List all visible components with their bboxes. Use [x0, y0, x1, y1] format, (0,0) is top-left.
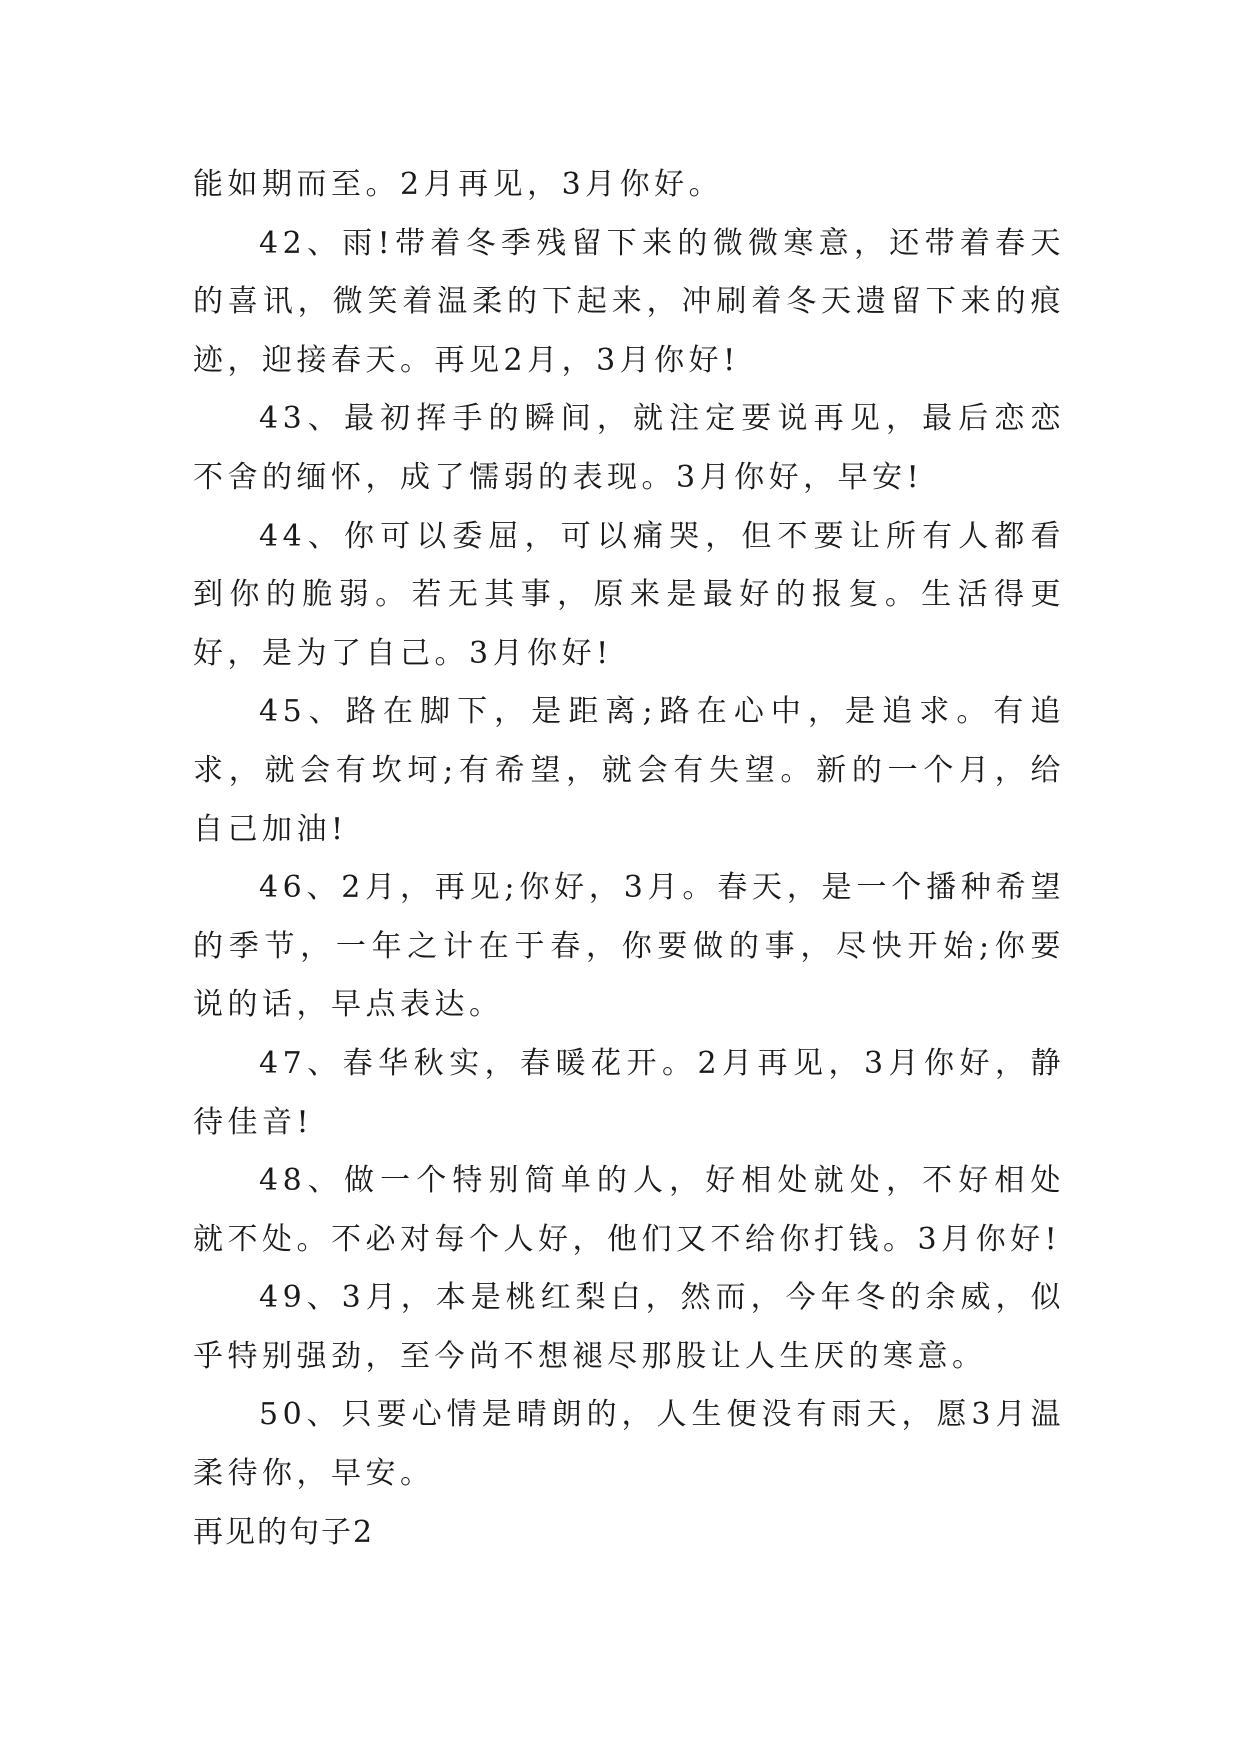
- paragraph-45: 45、路在脚下，是距离;路在心中，是追求。有追求，就会有坎坷;有希望，就会有失望。新的一个月，给自己加油!: [193, 694, 1065, 847]
- paragraph-44: 44、你可以委屈，可以痛哭，但不要让所有人都看到你的脆弱。若无其事，原来是最好的报复。生活得更好，是为了自己。3月你好!: [193, 518, 1065, 671]
- paragraph-continuation: 能如期而至。2月再见，3月你好。: [193, 167, 724, 202]
- paragraph-43: 43、最初挥手的瞬间，就注定要说再见，最后恋恋不舍的缅怀，成了懦弱的表现。3月你好，早安!: [193, 401, 1065, 495]
- paragraph-42: 42、雨!带着冬季残留下来的微微寒意，还带着春天的喜讯，微笑着温柔的下起来，冲刷着冬天遗留下来的痕迹，迎接春天。再见2月，3月你好!: [193, 225, 1065, 378]
- paragraph-48: 48、做一个特别简单的人，好相处就处，不好相处就不处。不必对每个人好，他们又不给你打钱。3月你好!: [193, 1163, 1065, 1257]
- paragraph-49: 49、3月，本是桃红梨白，然而，今年冬的余威，似乎特别强劲，至今尚不想褪尽那股让人生厌的寒意。: [193, 1280, 1065, 1374]
- document-body: [193, 156, 1065, 1562]
- paragraph-50: 50、只要心情是晴朗的，人生便没有雨天，愿3月温柔待你，早安。: [193, 1397, 1065, 1492]
- paragraph-46: 46、2月，再见;你好，3月。春天，是一个播种希望的季节，一年之计在于春，你要做的事，尽快开始;你要说的话，早点表达。: [193, 870, 1065, 1023]
- section-heading: 再见的句子2: [193, 1514, 375, 1550]
- paragraph-47: 47、春华秋实，春暖花开。2月再见，3月你好，静待佳音!: [193, 1045, 1065, 1140]
